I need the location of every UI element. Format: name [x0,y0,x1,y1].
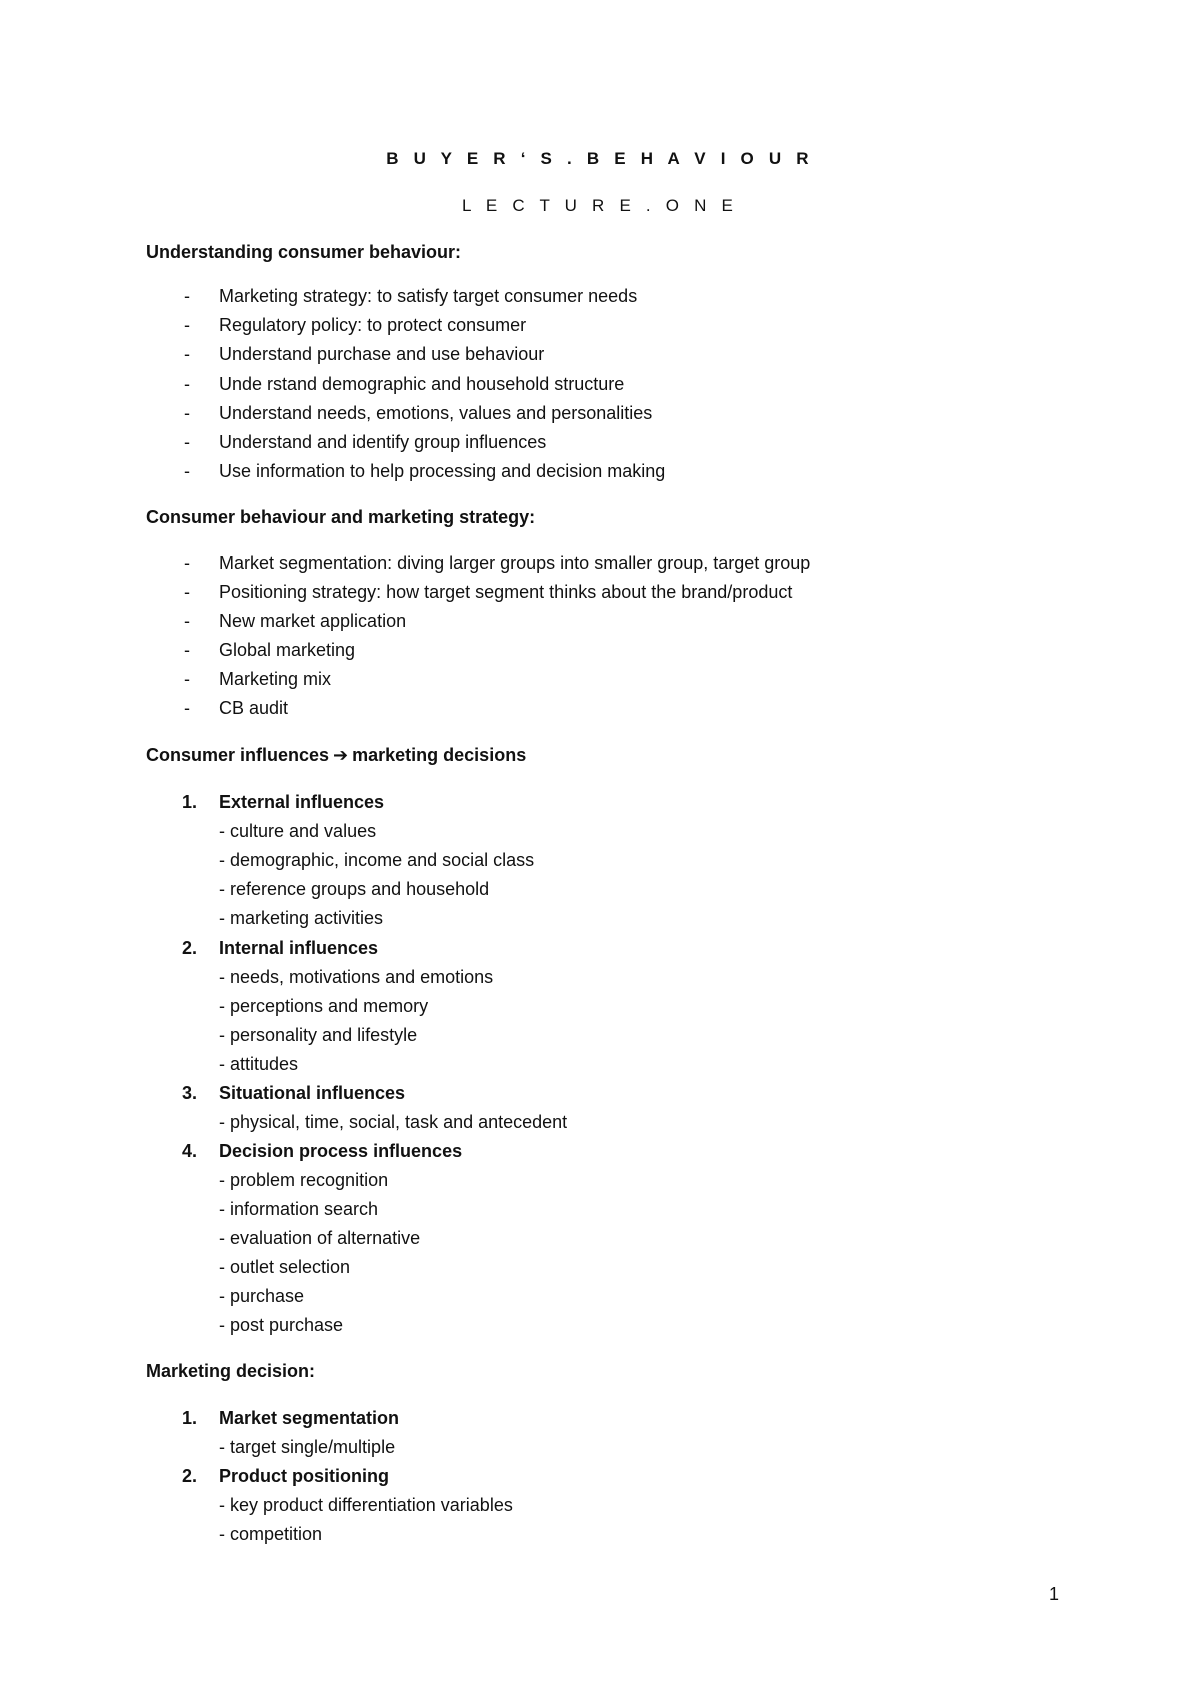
bullet-dash: - [184,611,190,631]
bullet-dash: - [184,669,190,689]
sub-item: - competition [219,1524,323,1544]
list-item-text: Market segmentation: diving larger groups into smaller group, target group [219,553,811,573]
item-number: 1. [182,1408,198,1428]
bullet-dash: - [184,403,190,423]
sub-item: - physical, time, social, task and antecedent [219,1112,568,1132]
sub-item: - evaluation of alternative [219,1228,421,1248]
sub-item: - problem recognition [219,1170,389,1190]
list-item-text: Understand and identify group influences [219,432,547,452]
bullet-dash: - [184,344,190,364]
item-number: 3. [182,1083,198,1103]
section-heading-influences [146,745,526,766]
arrow-right-icon: ➔ [333,745,349,765]
item-label: Market segmentation [219,1408,400,1428]
bullet-dash: - [184,640,190,660]
sub-item: - perceptions and memory [219,996,429,1016]
document-subtitle: L E C T U R E . O N E [461,196,739,215]
item-label: Internal influences [219,938,379,958]
bullet-dash: - [184,461,190,481]
item-label: Product positioning [219,1466,389,1486]
list-item-text: Marketing strategy: to satisfy target consumer needs [219,286,638,306]
list-item-text: Marketing mix [219,669,332,689]
list-item-text: Positioning strategy: how target segment thinks about the brand/product [219,582,793,602]
item-label: Situational influences [219,1083,406,1103]
document-title: B U Y E R ‘ S . B E H A V I O U R [386,149,814,168]
sub-item: - target single/multiple [219,1437,396,1457]
bullet-dash: - [184,432,190,452]
item-number: 1. [182,792,198,812]
sub-item: - marketing activities [219,908,384,928]
list-item-text: Regulatory policy: to protect consumer [219,315,527,335]
list-item-text: CB audit [219,698,289,718]
section-heading-strategy: Consumer behaviour and marketing strategy: [146,507,536,527]
sub-item: - key product differentiation variables [219,1495,513,1515]
item-number: 2. [182,938,198,958]
list-item-text: Unde rstand demographic and household structure [219,374,625,394]
list-item-text: Understand purchase and use behaviour [219,344,545,364]
sub-item: - personality and lifestyle [219,1025,418,1045]
item-label: External influences [219,792,385,812]
bullet-dash: - [184,286,190,306]
list-item-text: Global marketing [219,640,356,660]
sub-item: - reference groups and household [219,879,490,899]
list-item-text: New market application [219,611,407,631]
sub-item: - culture and values [219,821,377,841]
sub-item: - demographic, income and social class [219,850,535,870]
list-item-text: Understand needs, emotions, values and personalities [219,403,653,423]
item-label: Decision process influences [219,1141,463,1161]
heading-left-text: Consumer influences [146,745,330,765]
sub-item: - attitudes [219,1054,299,1074]
list-item-text: Use information to help processing and decision making [219,461,666,481]
bullet-dash: - [184,553,190,573]
section-heading-understanding: Understanding consumer behaviour: [146,242,462,262]
sub-item: - outlet selection [219,1257,351,1277]
heading-right-text: marketing decisions [352,745,527,765]
sub-item: - post purchase [219,1315,344,1335]
sub-item: - information search [219,1199,379,1219]
bullet-dash: - [184,698,190,718]
section-heading-marketing-decision: Marketing decision: [146,1361,316,1381]
page-number: 1 [1049,1584,1060,1604]
bullet-dash: - [184,315,190,335]
item-number: 2. [182,1466,198,1486]
bullet-dash: - [184,374,190,394]
bullet-dash: - [184,582,190,602]
item-number: 4. [182,1141,198,1161]
sub-item: - purchase [219,1286,305,1306]
sub-item: - needs, motivations and emotions [219,967,494,987]
